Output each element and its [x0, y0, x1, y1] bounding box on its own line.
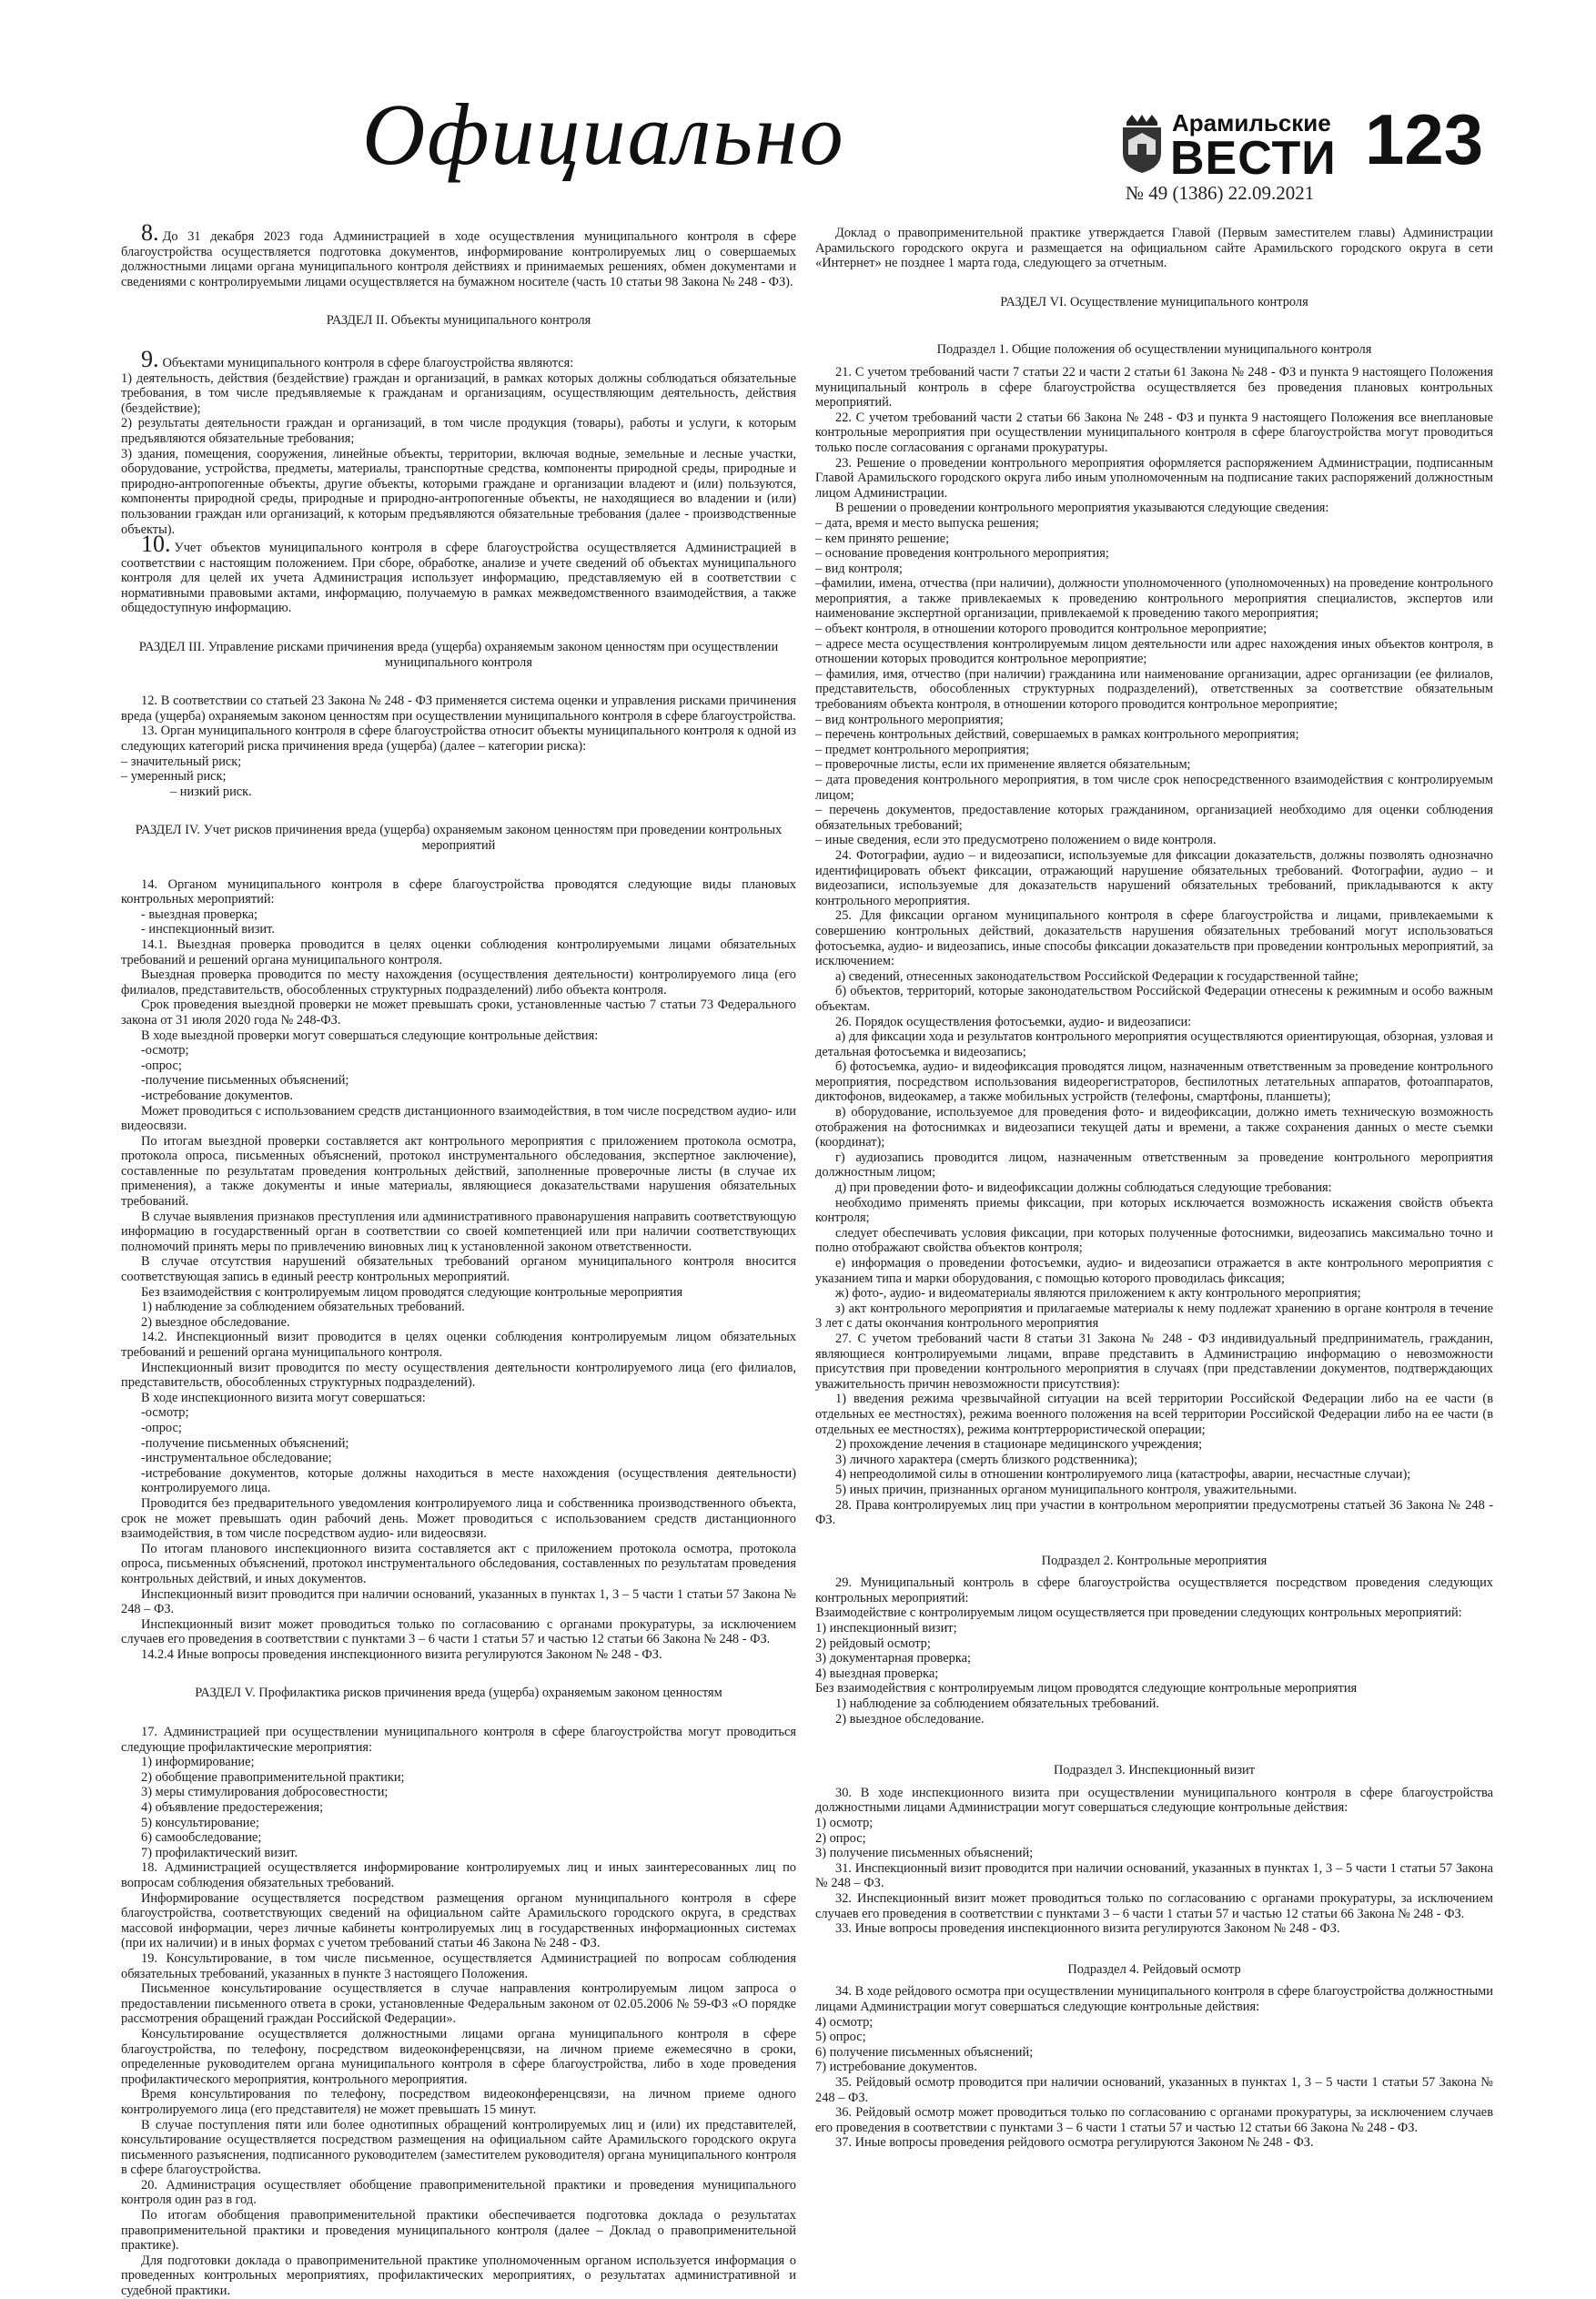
paragraph: По итогам планового инспекционного визита составляется акт с приложением протокола осмотра, протокола опроса, письменных объяснений, протокол инструментального обследования, составленных по результатам проведения контрольных действий, и иных документов.: [121, 1541, 796, 1586]
paragraph: 24. Фотографии, аудио – и видеозаписи, используемые для фиксации доказательств, должны позволять однозначно идентифицировать объект фиксации, отражающий нарушение обязательных требований. Фотографии, аудио – и видеозаписи, используемые для доказательств нарушений обязательных требований, прикладываются к акту контрольного мероприятия.: [815, 847, 1493, 908]
paragraph: 1) введения режима чрезвычайной ситуации на всей территории Российской Федерации либо на ее части (в отдельных ее местностях), режима военного положения на всей территории Российской Федерации либо на ее части (в отдельных ее местностях), режима контртеррористической операции;: [815, 1392, 1493, 1437]
subsection-heading: Подраздел 3. Инспекционный визит: [1053, 1763, 1256, 1778]
paragraph: 29. Муниципальный контроль в сфере благоустройства осуществляется посредством проведения следующих контрольных мероприятий:: [815, 1575, 1493, 1605]
list-item: 3) получение письменных объяснений;: [815, 1846, 1034, 1861]
paragraph: Консультирование осуществляется должностными лицами органа муниципального контроля в сфере благоустройства, по телефону, посредством видеоконференцсвязи, на личном приеме ежемесячно в сроки, определенные руководителем органа муниципального контроля в сфере благоустройства, либо в ходе проведения профилактического мероприятия, контрольного мероприятия.: [121, 2026, 796, 2087]
paragraph: 4) непреодолимой силы в отношении контролируемого лица (катастрофы, аварии, несчастные случаи);: [835, 1467, 1411, 1483]
paragraph: д) при проведении фото- и видеофиксации должны соблюдаться следующие требования:: [835, 1180, 1332, 1196]
paragraph: 12. В соответствии со статьей 23 Закона № 248 - ФЗ применяется система оценки и управления рисками причинения вреда (ущерба) охраняемым законом ценностям при осуществлении муниципального контроля в сфере благоустройства.: [121, 694, 796, 724]
section-heading: РАЗДЕЛ II. Объекты муниципального контроля: [326, 313, 591, 329]
paragraph: В решении о проведении контрольного мероприятия указываются следующие сведения:: [835, 501, 1329, 516]
list-item: 2) выездное обследование.: [835, 1711, 985, 1727]
paragraph: Инспекционный визит проводится по месту осуществления деятельности контролируемого лица (его филиалов, представительств, обособленных структурных подразделений).: [121, 1360, 796, 1391]
list-item: – перечень документов, предоставление которых гражданином, организацией необходимо для оценки соблюдения обязательных требований;: [815, 803, 1493, 833]
list-item: – значительный риск;: [121, 754, 242, 769]
paragraph: Срок проведения выездной проверки не может превышать сроки, установленные частью 7 статьи 73 Федерального закона от 31 июля 2020 года № 248-ФЗ.: [121, 998, 796, 1028]
paragraph: 1) деятельность, действия (бездействие) граждан и организаций, в рамках которых должны соблюдаться обязательные требования, в том числе предъявляемые к гражданам и организациям, осуществляющим деятельность, действия (бездействие);: [121, 370, 796, 416]
paragraph: 14.2. Инспекционный визит проводится в целях оценки соблюдения контролируемым лицом обязательных требований и решений органа муниципального контроля.: [121, 1330, 796, 1360]
paragraph: з) акт контрольного мероприятия и прилагаемые материалы к нему подлежат хранению в органе контроля в течение 3 лет с даты окончания контрольного мероприятия: [815, 1301, 1493, 1332]
item-number: 10.: [141, 531, 171, 558]
paragraph: 33. Иные вопросы проведения инспекционного визита регулируются Законом № 248 - ФЗ.: [835, 1921, 1340, 1937]
subsection-heading: Подраздел 2. Контрольные мероприятия: [1041, 1553, 1268, 1568]
list-item: –фамилии, имена, отчества (при наличии), должности уполномоченного (уполномоченных) на проведение контрольного мероприятия, а также привлекаемых к проведению контрольного мероприятия специалистов, экспертов или наименование экспертной организации, привлекаемой к проведению такого мероприятия;: [815, 576, 1493, 622]
paragraph: 32. Инспекционный визит может проводиться только по согласованию с органами прокуратуры, за исключением случаев его проведения в соответствии с пунктами 3 – 6 части 1 статьи 57 и частью 12 статьи 66 Закона № 248 - ФЗ.: [815, 1890, 1493, 1921]
paragraph: 20. Администрация осуществляет обобщение правоприменительной практики и проведения муниципального контроля один раз в год.: [121, 2177, 796, 2208]
paragraph: 19. Консультирование, в том числе письменное, осуществляется Администрацией по вопросам соблюдения обязательных требований, указанных в пункте 3 настоящего Положения.: [121, 1950, 796, 1981]
paragraph: 3) личного характера (смерть близкого родственника);: [835, 1452, 1138, 1467]
paragraph: В ходе выездной проверки могут совершаться следующие контрольные действия:: [141, 1028, 599, 1043]
item-number: 8.: [141, 219, 159, 246]
paragraph: Взаимодействие с контролируемым лицом осуществляется при проведении следующих контрольных мероприятий:: [815, 1605, 1462, 1621]
paragraph: 2) результаты деятельности граждан и организаций, в том числе продукция (товары), работы и услуги, к которым предъявляются обязательные требования;: [121, 416, 796, 446]
page-number: 123: [1365, 99, 1484, 179]
list-item: – умеренный риск;: [121, 769, 227, 785]
section-title: Официально: [362, 86, 845, 183]
left-column: [121, 219, 796, 2299]
paragraph: 21. С учетом требований части 7 статьи 22 и части 2 статьи 61 Закона № 248 - ФЗ и пункта 9 настоящего Положения муниципальный контроль в сфере благоустройства осуществляется без проведения плановых контрольных мероприятий.: [815, 364, 1493, 410]
list-item: 1) наблюдение за соблюдением обязательных требований.: [141, 1300, 465, 1315]
paragraph: 18. Администрацией осуществляется информирование контролируемых лиц и иных заинтересованных лиц по вопросам соблюдения обязательных требований.: [121, 1860, 796, 1890]
paragraph: 5) иных причин, признанных органом муниципального контроля, уважительными.: [835, 1482, 1298, 1497]
paragraph: 14.2.4 Иные вопросы проведения инспекционного визита регулируются Законом № 248 - ФЗ.: [141, 1646, 662, 1662]
paragraph: необходимо применять приемы фиксации, при которых исключается возможность искажения свойств объекта контроля;: [815, 1195, 1493, 1226]
paragraph: 30. В ходе инспекционного визита при осуществлении муниципального контроля в сфере благоустройства должностными лицами Администрации могут совершаться следующие контрольные действия:: [815, 1785, 1493, 1816]
paragraph: 37. Иные вопросы проведения рейдового осмотра регулируются Законом № 248 - ФЗ.: [835, 2135, 1314, 2151]
list-item: – объект контроля, в отношении которого проводится контрольное мероприятие;: [815, 622, 1268, 637]
list-item: -осмотр;: [141, 1405, 189, 1421]
list-item: - выездная проверка;: [141, 906, 258, 922]
list-item: - инспекционный визит.: [141, 922, 275, 937]
right-column: [815, 226, 1493, 2237]
list-item: 1) инспекционный визит;: [815, 1621, 957, 1636]
list-item: 3) меры стимулирования добросовестности;: [141, 1785, 389, 1800]
paragraph: ж) фото-, аудио- и видеоматериалы являются приложением к акту контрольного мероприятия;: [835, 1286, 1361, 1301]
list-item: 1) информирование;: [141, 1755, 255, 1770]
list-item: 6) самообследование;: [141, 1830, 262, 1846]
list-item: -инструментальное обследование;: [141, 1451, 332, 1466]
list-item: 1) осмотр;: [815, 1816, 874, 1830]
list-item: 6) получение письменных объяснений;: [815, 2044, 1034, 2060]
paragraph-10: [121, 531, 796, 616]
paragraph-text: Объектами муниципального контроля в сфере благоустройства являются:: [162, 355, 574, 370]
city-crest-icon: [1119, 113, 1165, 175]
list-item: – иные сведения, если это предусмотрено положением о виде контроля.: [815, 833, 1217, 848]
paragraph: 26. Порядок осуществления фотосъемки, аудио- и видеозаписи:: [835, 1014, 1192, 1029]
paragraph-text: Учет объектов муниципального контроля в сфере благоустройства осуществляется Администрацией в соответствии с настоящим положением. При сборе, обработке, анализе и учете сведений об объектах муниципального контроля для целей их учета Администрация использует информацию, представляемую ей в соответствии с нормативными правовыми актами, информацию, получаемую в рамках межведомственного взаимодействия, а также общедоступную информацию.: [121, 541, 796, 616]
list-item: – фамилия, имя, отчество (при наличии) гражданина или наименование организации, адрес организации (ее филиалов, представительств, обособленных структурных подразделений), ответственных за соответствие обязательным требованиям объекта контроля, в отношении которого проводится контрольное мероприятие;: [815, 666, 1493, 713]
list-item: 7) профилактический визит.: [141, 1845, 298, 1860]
subsection-heading: Подраздел 1. Общие положения об осуществлении муниципального контроля: [936, 342, 1372, 358]
paragraph: следует обеспечивать условия фиксации, при которых полученные фотоснимки, видеозапись максимально точно и полно отображают свойства объектов контроля;: [815, 1225, 1493, 1256]
paragraph: б) объектов, территорий, которые законодательством Российской Федерации отнесены к режимным и особо важным объектам.: [815, 984, 1493, 1014]
paragraph: 27. С учетом требований части 8 статьи 31 Закона № 248 - ФЗ индивидуальный предприниматель, гражданин, являющиеся контролируемыми лицами, вправе представить в Администрацию информацию о невозможности присутствия при проведении контрольного мероприятия в случаях (при представлении документов, подтверждающих уважительность причин невозможности присутствия):: [815, 1331, 1493, 1392]
section-heading: РАЗДЕЛ V. Профилактика рисков причинения вреда (ущерба) охраняемым законом ценностям: [195, 1686, 722, 1701]
paragraph: Информирование осуществляется посредством размещения органом муниципального контроля в сфере благоустройства, соответствующих сведений на официальном сайте Арамильского городского округа, в средствах массовой информации, через личные кабинеты контролируемых лиц в государственных информационных системах (при их наличии) и в иных формах с учетом требований статьи 46 Закона № 248 - ФЗ.: [121, 1890, 796, 1951]
list-item: -опрос;: [141, 1420, 182, 1435]
brand-main-word: ВЕСТИ: [1170, 132, 1337, 185]
paragraph: 28. Права контролируемых лиц при участии в контрольном мероприятии предусмотрены статьей 36 Закона № 248 - ФЗ.: [815, 1497, 1493, 1528]
paragraph: Без взаимодействия с контролируемым лицом проводятся следующие контрольные мероприятия: [815, 1681, 1358, 1696]
list-item: 4) осмотр;: [815, 2014, 874, 2030]
paragraph: 31. Инспекционный визит проводится при наличии оснований, указанных в пунктах 1, 3 – 5 части 1 статьи 57 Закона № 248 – ФЗ.: [815, 1860, 1493, 1891]
paragraph: а) для фиксации хода и результатов контрольного мероприятия осуществляются ориентирующая, обзорная, узловая и детальная фотосъемка и видеозапись;: [815, 1029, 1493, 1059]
paragraph: Проводится без предварительного уведомления контролируемого лица и собственника производственного объекта, срок не может превышать один рабочий день. Может проводиться с использованием средств дистанционного взаимодействия, в том числе посредством аудио- или видеосвязи.: [121, 1495, 796, 1542]
list-item: – низкий риск.: [170, 784, 252, 799]
paragraph: Может проводиться с использованием средств дистанционного взаимодействия, в том числе посредством аудио- или видеосвязи.: [121, 1103, 796, 1134]
list-item: – вид контрольного мероприятия;: [815, 712, 1004, 727]
list-item: 5) опрос;: [815, 2030, 866, 2045]
list-item: -получение письменных объяснений;: [141, 1073, 349, 1089]
item-number: 9.: [141, 345, 159, 372]
list-item: – основание проведения контрольного мероприятия;: [815, 546, 1109, 562]
paragraph: 13. Орган муниципального контроля в сфере благоустройства относит объекты муниципального контроля к одной из следующих категорий риска причинения вреда (ущерба) (далее – категории риска):: [121, 724, 796, 755]
list-item: 2) выездное обследование.: [141, 1314, 290, 1330]
paragraph: в) оборудование, используемое для проведения фото- и видеофиксации, должно иметь техническую возможность отображения на фотоснимках и видеозаписи текущей даты и времени, а также сохранения данных о месте съемки (координат);: [815, 1105, 1493, 1150]
paragraph-text: До 31 декабря 2023 года Администрацией в ходе осуществления муниципального контроля в сфере благоустройства осуществляется подготовка документов, информирование контролируемых лиц о совершаемых должностными лицами органа муниципального контроля действиях и принимаемых решениях, обмен документами и сведениями с контролируемыми лицами осуществляется на бумажном носителе (часть 10 статьи 98 Закона № 248 - ФЗ).: [121, 229, 796, 289]
paragraph: 23. Решение о проведении контрольного мероприятия оформляется распоряжением Администрации, подписанным Главой Арамильского городского округа либо иным уполномоченным на подписание таких распоряжений должностным лицом Администрации.: [815, 455, 1493, 501]
paragraph: 2) прохождение лечения в стационаре медицинского учреждения;: [835, 1437, 1203, 1453]
list-item: 2) рейдовый осмотр;: [815, 1636, 931, 1651]
paragraph: 34. В ходе рейдового осмотра при осуществлении муниципального контроля в сфере благоустройства должностными лицами Администрации могут совершаться следующие контрольные действия:: [815, 1984, 1493, 2014]
paragraph-8: [121, 219, 796, 289]
masthead: [0, 0, 1596, 218]
paragraph: По итогам обобщения правоприменительной практики обеспечивается подготовка доклада о результатах правоприменительной практики и проведения муниципального контроля (далее – Доклад о правоприменительной практике).: [121, 2208, 796, 2253]
paragraph: Доклад о правоприменительной практике утверждается Главой (Первым заместителем главы) Администрации Арамильского городского округа и размещается на официальном сайте Арамильского городского округа в сети «Интернет» не позднее 1 марта года, следующего за отчетным.: [815, 226, 1493, 271]
list-item: -получение письменных объяснений;: [141, 1435, 349, 1451]
list-item: 3) документарная проверка;: [815, 1651, 971, 1666]
paragraph: Выездная проверка проводится по месту нахождения (осуществления деятельности) контролируемого лица (его филиалов, представительств, обособленных структурных подразделений) либо объекта контроля.: [121, 967, 796, 998]
paragraph: 17. Администрацией при осуществлении муниципального контроля в сфере благоустройства могут проводиться следующие профилактические мероприятия:: [121, 1725, 796, 1755]
list-item: -опрос;: [141, 1058, 182, 1073]
list-item: 5) консультирование;: [141, 1815, 259, 1830]
paragraph: В случае поступления пяти или более однотипных обращений контролируемых лиц и (или) их представителей, консультирование осуществляется посредством размещения на официальном сайте Арамильского городского округа письменного разъяснения, подписанного руководителем (заместителем руководителя) органа муниципального контроля в сфере благоустройства.: [121, 2117, 796, 2178]
paragraph: Для подготовки доклада о правоприменительной практике уполномоченным органом используется информация о проведенных контрольных мероприятиях, профилактических мероприятиях, о результатах административной и судебной практики.: [121, 2253, 796, 2299]
list-item: – адресе места осуществления контролируемым лицом деятельности или адрес нахождения иных объектов контроля, в отношении которых проводится контрольное мероприятие;: [815, 636, 1493, 667]
paragraph: В случае выявления признаков преступления или административного правонарушения направить соответствующую информацию в государственный орган в соответствии со своей компетенцией или при наличии соответствующих полномочий принять меры по привлечению виновных лиц к установленной законом ответственности.: [121, 1209, 796, 1254]
issue-number-date: № 49 (1386) 22.09.2021: [1126, 182, 1315, 204]
list-item: – вид контроля;: [815, 561, 903, 576]
paragraph: а) сведений, отнесенных законодательством Российской Федерации к государственной тайне;: [835, 968, 1359, 984]
paragraph: е) информация о проведении фотосъемки, аудио- и видеозаписи отражается в акте контрольного мероприятия с указанием типа и марки оборудования, с помощью которого проводилась фиксация;: [815, 1256, 1493, 1286]
paragraph: 22. С учетом требований части 2 статьи 66 Закона № 248 - ФЗ и пункта 9 настоящего Положения все внеплановые контрольные мероприятия при осуществлении муниципального контроля в сфере благоустройства могут проводиться только после согласования с органами прокуратуры.: [815, 410, 1493, 455]
paragraph: В ходе инспекционного визита могут совершаться:: [141, 1390, 426, 1405]
paragraph: 25. Для фиксации органом муниципального контроля в сфере благоустройства и лицами, привлекаемыми к совершению контрольных действий, доказательств нарушения обязательных требований могут использоваться фотосъемка, аудио- и видеозапись, иные способы фиксации доказательств при проведении контрольных мероприятий, за исключением:: [815, 908, 1493, 969]
list-item: 2) обобщение правоприменительной практики;: [141, 1769, 405, 1785]
paragraph: Время консультирования по телефону, посредством видеоконференцсвязи, на личном приеме одного контролируемого лица (его представителя) не может превышать 15 минут.: [121, 2087, 796, 2117]
subsection-heading: Подраздел 4. Рейдовый осмотр: [1067, 1961, 1241, 1977]
paragraph: Инспекционный визит проводится при наличии оснований, указанных в пунктах 1, 3 – 5 части 1 статьи 57 Закона № 248 – ФЗ.: [121, 1586, 796, 1617]
list-item: 7) истребование документов.: [815, 2060, 977, 2075]
list-item: -истребование документов.: [141, 1088, 294, 1103]
list-item: – перечень контрольных действий, совершаемых в рамках контрольного мероприятия;: [815, 727, 1299, 743]
list-item: 4) объявление предостережения;: [141, 1800, 324, 1816]
list-item: -истребование документов, которые должны находиться в месте нахождения (осуществления деятельности) контролируемого лица.: [141, 1465, 796, 1496]
paragraph: г) аудиозапись проводится лицом, назначенным ответственным за проведение контрольного мероприятия должностным лицом;: [815, 1150, 1493, 1180]
brand-top-word: Арамильские: [1172, 109, 1331, 137]
paragraph: 3) здания, помещения, сооружения, линейные объекты, территории, включая водные, земельные и лесные участки, оборудование, устройства, предметы, материалы, транспортные средства, компоненты природной среды, природные и природно-антропогенные объекты, другие объекты, которыми граждане и организации владеют и (или) пользуются, компоненты природной среды, природные и природно-антропогенные объекты, не находящиеся во владении и (или) пользовании граждан или организаций, к которым предъявляются обязательные требования (далее - производственные объекты).: [121, 446, 796, 537]
list-item: – дата проведения контрольного мероприятия, в том числе срок непосредственного взаимодействия с контролируемым лицом;: [815, 773, 1493, 803]
paragraph: Без взаимодействия с контролируемым лицом проводятся следующие контрольные мероприятия: [141, 1284, 683, 1300]
section-heading: РАЗДЕЛ VI. Осуществление муниципального контроля: [1000, 294, 1308, 309]
paragraph: По итогам выездной проверки составляется акт контрольного мероприятия с приложением протокола осмотра, протокола опроса, письменных объяснений, протокол инструментального обследования, экспертное заключение), составленные по результатам проведения контрольных действий, заполненные проверочные листы (в случае их применения), а также документы и иные материалы, являющиеся доказательствами нарушения обязательных требований.: [121, 1133, 796, 1210]
paragraph: В случае отсутствия нарушений обязательных требований органом муниципального контроля вносится соответствующая запись в единый реестр контрольных мероприятий.: [121, 1254, 796, 1285]
paragraph: 14. Органом муниципального контроля в сфере благоустройства проводятся следующие виды плановых контрольных мероприятий:: [121, 876, 796, 907]
list-item: – проверочные листы, если их применение является обязательным;: [815, 757, 1191, 773]
list-item: 2) опрос;: [815, 1830, 866, 1846]
list-item: – дата, время и место выпуска решения;: [815, 515, 1039, 531]
paragraph: Инспекционный визит может проводиться только по согласованию с органами прокуратуры, за исключением случаев его проведения в соответствии с пунктами 3 – 6 части 1 статьи 57 и частью 12 статьи 66 Закона № 248 - ФЗ.: [121, 1616, 796, 1647]
paragraph: 14.1. Выездная проверка проводится в целях оценки соблюдения контролируемыми лицами обязательных требований и решений органа муниципального контроля.: [121, 937, 796, 967]
list-item: 4) выездная проверка;: [815, 1666, 939, 1681]
paragraph: 35. Рейдовый осмотр проводится при наличии оснований, указанных в пунктах 1, 3 – 5 части 1 статьи 57 Закона № 248 – ФЗ.: [815, 2074, 1493, 2105]
section-heading: РАЗДЕЛ III. Управление рисками причинения вреда (ущерба) охраняемым законом ценностям при осуществлении муниципального контроля: [138, 640, 779, 670]
paragraph: Письменное консультирование осуществляется в случае направления контролируемым лицом запроса о предоставлении письменного ответа в сроки, установленные Федеральным законом от 02.05.2006 № 59-ФЗ «О порядке рассмотрения обращений граждан Российской Федерации».: [121, 1981, 796, 2027]
list-item: -осмотр;: [141, 1043, 189, 1058]
paragraph: 36. Рейдовый осмотр может проводиться только по согласованию с органами прокуратуры, за исключением случаев его проведения в соответствии с пунктами 3 – 6 части 1 статьи 57 и частью 12 статьи 66 Закона № 248 - ФЗ.: [815, 2105, 1493, 2135]
list-item: – кем принято решение;: [815, 531, 950, 546]
list-item: 1) наблюдение за соблюдением обязательных требований.: [835, 1696, 1159, 1712]
section-heading: РАЗДЕЛ IV. Учет рисков причинения вреда (ущерба) охраняемым законом ценностям при проведении контрольных мероприятий: [135, 823, 783, 853]
paragraph: б) фотосъемка, аудио- и видеофиксация проводятся лицом, назначенным ответственным за проведение контрольного мероприятия, посредством использования видеорегистраторов, беспилотных летательных аппаратов, фотоаппаратов, диктофонов, видеокамер, а также мобильных устройств (телефоны, смартфоны, планшеты);: [815, 1059, 1493, 1105]
paragraph-9: [121, 345, 796, 372]
list-item: – предмет контрольного мероприятия;: [815, 742, 1030, 757]
